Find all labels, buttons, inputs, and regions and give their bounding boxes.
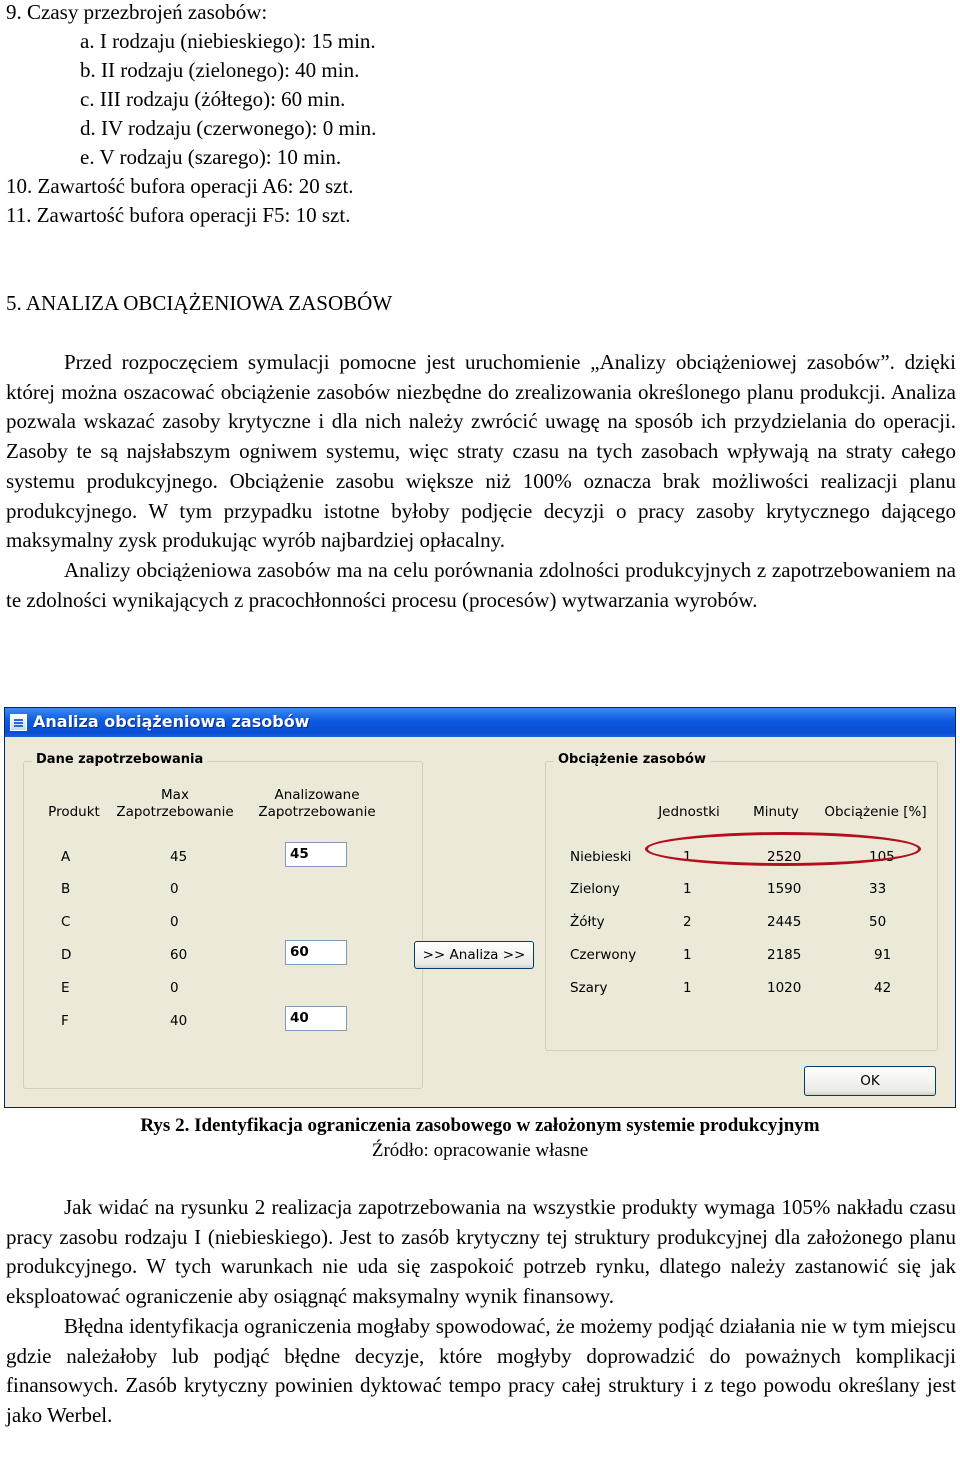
- resource-minutes: 2520: [767, 849, 802, 865]
- list-item-c: c. III rodzaju (żółtego): 60 min.: [80, 87, 346, 111]
- product-label: F: [61, 1013, 69, 1029]
- list-item-b: b. II rodzaju (zielonego): 40 min.: [80, 58, 360, 82]
- resource-load: 91: [874, 947, 892, 963]
- body-text-top: [6, 348, 956, 615]
- ok-button[interactable]: OK: [804, 1066, 936, 1096]
- resource-load: 105: [869, 849, 895, 865]
- section-heading: 5. ANALIZA OBCIĄŻENIOWA ZASOBÓW: [6, 291, 393, 315]
- col-header-analyzed-demand: Analizowane Zapotrzebowanie: [258, 787, 376, 820]
- resource-units: 1: [683, 881, 692, 897]
- list-item-11: 11. Zawartość bufora operacji F5: 10 szt.: [6, 203, 351, 227]
- analyzed-demand-input[interactable]: 45: [285, 842, 347, 867]
- body-text-bottom: [6, 1193, 956, 1431]
- product-label: D: [61, 947, 72, 963]
- list-item-e: e. V rodzaju (szarego): 10 min.: [80, 145, 342, 169]
- paragraph: Analizy obciążeniowa zasobów ma na celu porównania zdolności produkcyjnych z zapotrzebowaniem na te zdolności wynikających z pracochłonności procesu (procesów) wytwarzania wyrobów.: [6, 557, 956, 612]
- product-label: C: [61, 914, 71, 930]
- col-header-max-demand: Max Zapotrzebowanie: [116, 787, 234, 820]
- resource-name: Zielony: [570, 881, 620, 897]
- resource-name: Czerwony: [570, 947, 637, 963]
- col-header-load: Obciążenie [%]: [824, 804, 927, 820]
- window-title: Analiza obciążeniowa zasobów: [33, 712, 310, 731]
- analyze-button[interactable]: >> Analiza >>: [414, 941, 534, 969]
- title-bar[interactable]: [5, 708, 955, 737]
- max-demand-value: 0: [170, 980, 179, 996]
- product-label: B: [61, 881, 71, 897]
- resource-name: Niebieski: [570, 849, 632, 865]
- resource-units: 1: [683, 849, 692, 865]
- resource-name: Żółty: [570, 914, 605, 930]
- paragraph: Przed rozpoczęciem symulacji pomocne jest uruchomienie „Analizy obciążeniowej zasobów”. dzięki której można oszacować obciążenie zasobów niezbędne do zrealizowania określonego planu produkcji. Analiza pozwala wskazać zasoby krytyczne i dla nich należy zwrócić uwagę na sposób ich przydzielania do operacji. Zasoby te są najsłabszym ogniwem systemu, więc straty czasu na tych zasobach wpływają na straty całego systemu produkcyjnego. Obciążenie zasobu większe niż 100% oznacza brak możliwości realizacji planu produkcyjnego. W tym przypadku istotne byłoby podjęcie decyzji o pracy zasoby krytycznego dającego maksymalny zysk produkując wyrób najbardziej opłacalny.: [6, 350, 956, 553]
- resource-minutes: 1020: [767, 980, 802, 996]
- load-groupbox: [545, 752, 938, 1051]
- analyzed-demand-input[interactable]: 60: [285, 940, 347, 965]
- resource-units: 1: [683, 980, 692, 996]
- resource-units: 2: [683, 914, 692, 930]
- resource-minutes: 2445: [767, 914, 802, 930]
- product-label: A: [61, 849, 71, 865]
- resource-name: Szary: [570, 980, 608, 996]
- max-demand-value: 60: [170, 947, 188, 963]
- resource-minutes: 1590: [767, 881, 802, 897]
- resource-minutes: 2185: [767, 947, 802, 963]
- list-item-a: a. I rodzaju (niebieskiego): 15 min.: [80, 29, 376, 53]
- list-item-d: d. IV rodzaju (czerwonego): 0 min.: [80, 116, 377, 140]
- resource-load: 42: [874, 980, 892, 996]
- max-demand-value: 0: [170, 881, 179, 897]
- list-item-10: 10. Zawartość bufora operacji A6: 20 szt.: [6, 174, 354, 198]
- resource-load: 33: [869, 881, 887, 897]
- load-group-title: Obciążenie zasobów: [554, 752, 710, 767]
- app-icon: [10, 714, 27, 731]
- col-header-units: Jednostki: [658, 804, 720, 820]
- demand-groupbox: [23, 752, 423, 1089]
- max-demand-value: 40: [170, 1013, 188, 1029]
- list-item-9: 9. Czasy przezbrojeń zasobów:: [6, 0, 268, 24]
- analyzed-demand-input[interactable]: 40: [285, 1006, 347, 1031]
- critical-resource-highlight: [645, 832, 921, 866]
- col-header-product: Produkt: [48, 804, 100, 820]
- figure-caption: Rys 2. Identyfikacja ograniczenia zasobowego w założonym systemie produkcyjnym: [140, 1115, 820, 1136]
- demand-group-title: Dane zapotrzebowania: [32, 752, 207, 767]
- max-demand-value: 45: [170, 849, 188, 865]
- figure-source: Źródło: opracowanie własne: [371, 1140, 589, 1161]
- paragraph: Jak widać na rysunku 2 realizacja zapotrzebowania na wszystkie produkty wymaga 105% nakładu czasu pracy zasobu rodzaju I (niebieskiego). Jest to zasób krytyczny tej struktury produkcyjnej dla założonego planu produkcyjnego. W tych warunkach nie uda się zaspokoić potrzeb rynku, dlatego należy zastanowić się jak eksploatować ograniczenie aby osiągnąć maksymalny wynik finansowy.: [6, 1195, 956, 1309]
- col-header-minutes: Minuty: [753, 804, 799, 820]
- max-demand-value: 0: [170, 914, 179, 930]
- analysis-window: [4, 707, 956, 1108]
- product-label: E: [61, 980, 70, 996]
- resource-units: 1: [683, 947, 692, 963]
- resource-load: 50: [869, 914, 887, 930]
- paragraph: Błędna identyfikacja ograniczenia mogłaby spowodować, że możemy podjąć działania nie w tym miejscu gdzie należałoby lub podjąć błędne decyzje, które mogłyby doprowadzić do poważnych komplikacji finansowych. Zasób krytyczny powinien dyktować tempo pracy całej struktury i z tego powodu określany jest jako Werbel.: [6, 1313, 956, 1427]
